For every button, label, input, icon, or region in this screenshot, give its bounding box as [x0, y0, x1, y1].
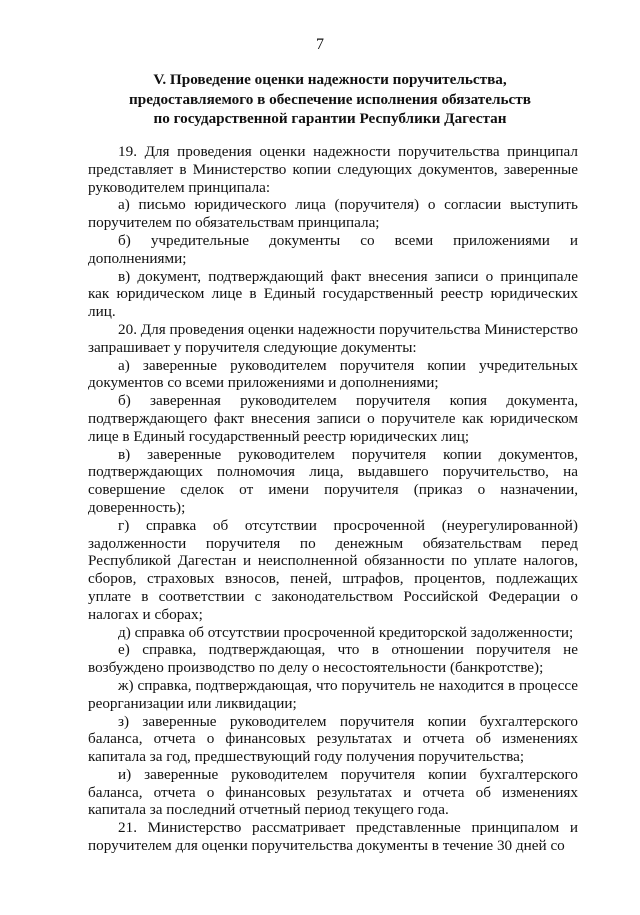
paragraph-19-b: б) учредительные документы со всеми приложениями и дополнениями; — [88, 231, 578, 267]
paragraph-20: 20. Для проведения оценки надежности поручительства Министерство запрашивает у поручителя следующие документы: — [88, 320, 578, 356]
paragraph-20-zh: ж) справка, подтверждающая, что поручитель не находится в процессе реорганизации или ликвидации; — [88, 676, 578, 712]
paragraph-20-g: г) справка об отсутствии просроченной (неурегулированной) задолженности поручителя по денежным обязательствам перед Республикой Дагестан и неисполненной обязанности по уплате налогов, сборов, страховых взносов, пеней, штрафов, процентов, подлежащих уплате в соответствии с законодательством Российской Федерации о налогах и сборах; — [88, 516, 578, 623]
paragraph-20-v: в) заверенные руководителем поручителя копии документов, подтверждающих полномочия лица, выдавшего поручительство, на совершение сделок от имени поручителя (приказ о назначении, доверенность); — [88, 445, 578, 516]
page-number: 7 — [316, 36, 324, 53]
paragraph-20-a: а) заверенные руководителем поручителя копии учредительных документов со всеми приложениями и дополнениями; — [88, 356, 578, 392]
paragraph-20-i: и) заверенные руководителем поручителя копии бухгалтерского баланса, отчета о финансовых результатах и отчета об изменениях капитала за последний отчетный период текущего года. — [88, 765, 578, 819]
paragraph-20-e: е) справка, подтверждающая, что в отношении поручителя не возбуждено производство по делу о несостоятельности (банкротстве); — [88, 641, 578, 677]
section-title — [60, 70, 600, 129]
section-title-line: предоставляемого в обеспечение исполнения обязательств — [129, 90, 531, 108]
section-title-line: по государственной гарантии Республики Дагестан — [153, 110, 507, 127]
document-body — [88, 143, 578, 855]
paragraph-19-a: а) письмо юридического лица (поручителя) о согласии выступить поручителем по обязательствам принципала; — [88, 196, 578, 232]
paragraph-20-d: д) справка об отсутствии просроченной кредиторской задолженности; — [118, 623, 574, 641]
section-title-line: V. Проведение оценки надежности поручительства, — [153, 71, 507, 88]
paragraph-20-b: б) заверенная руководителем поручителя копия документа, подтверждающего факт внесения записи о поручителе как юридическом лице в Единый государственный реестр юридических лиц; — [88, 392, 578, 445]
paragraph-21: 21. Министерство рассматривает представленные принципалом и поручителем для оценки поручительства документы в течение 30 дней со — [88, 819, 578, 855]
paragraph-20-z: з) заверенные руководителем поручителя копии бухгалтерского баланса, отчета о финансовых результатах и отчета об изменениях капитала за год, предшествующий году получения поручительства; — [88, 712, 578, 766]
paragraph-19-v: в) документ, подтверждающий факт внесения записи о принципале как юридическом лице в Единый государственный реестр юридических лиц. — [88, 267, 578, 321]
paragraph-19: 19. Для проведения оценки надежности поручительства принципал представляет в Министерство копии следующих документов, заверенные руководителем принципала: — [88, 143, 578, 196]
